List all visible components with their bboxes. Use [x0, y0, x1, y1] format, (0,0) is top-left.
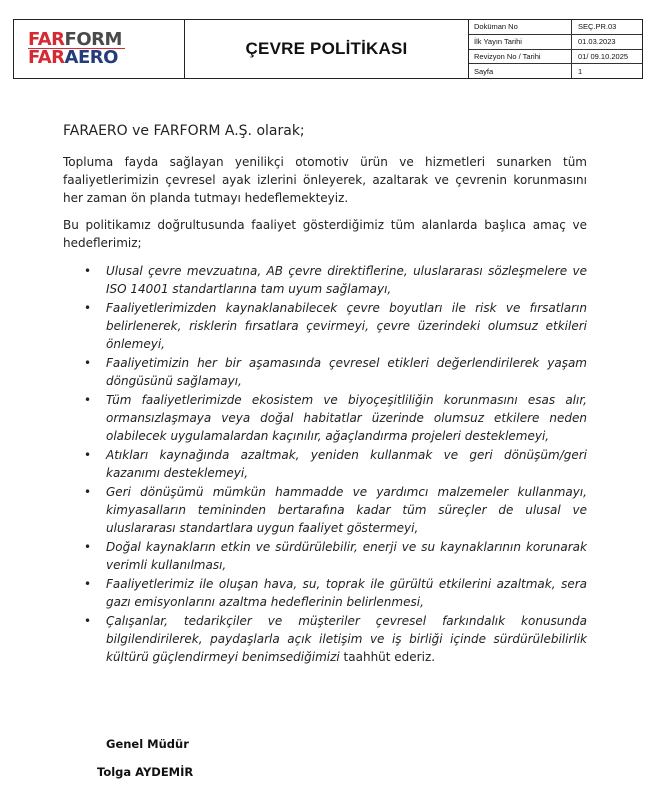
- goals-list: [63, 262, 587, 667]
- logo-line-faraero: FARAERO: [28, 48, 125, 66]
- meta-row-first-issue: [469, 35, 642, 50]
- goal-text: Faaliyetlerimizden kaynaklanabilecek çevre boyutları ile risk ve fırsatların belirlenerek, risklerin fırsatlara çevirmeyi, çevre üzerindeki olumsuz etkileri önlemeyi,: [106, 301, 587, 351]
- goal-text: Tüm faaliyetlerimizde ekosistem ve biyoçeşitliliğin korunmasını esas alır, ormansızlaşmaya veya doğal habitatlar üzerinde olumsuz etkilere neden olabilecek uygulamalardan kaçınılır, ağaçlandırma projeleri desteklemeyi,: [106, 393, 587, 443]
- meta-value: 01/ 09.10.2025: [578, 51, 629, 61]
- meta-label: Revizyon No / Tarihi: [469, 50, 572, 64]
- intro-line: FARAERO ve FARFORM A.Ş. olarak;: [63, 123, 305, 139]
- bullet-icon: •: [84, 393, 92, 407]
- bullet-icon: •: [84, 356, 92, 370]
- meta-value: SEÇ.PR.03: [578, 22, 617, 32]
- meta-row-doc-no: [469, 20, 642, 35]
- commitment-text: taahhüt ederiz.: [339, 650, 436, 664]
- list-item: [63, 483, 587, 537]
- document-meta-table: [469, 20, 642, 78]
- bullet-icon: •: [84, 301, 92, 315]
- list-item: [63, 446, 587, 482]
- bullet-icon: •: [84, 540, 92, 554]
- bullet-icon: •: [84, 264, 92, 278]
- company-logo: [28, 31, 125, 66]
- meta-value: 01.03.2023: [578, 37, 616, 47]
- bullet-icon: •: [84, 485, 92, 499]
- paragraph-mission: Topluma fayda sağlayan yenilikçi otomotiv ürün ve hizmetleri sunarken tüm faaliyetlerimizin çevresel ayak izlerini önleyerek, azaltarak ve çevrenin korunmasını her zaman ön planda tutmayı hedeflemekteyiz.: [63, 155, 587, 205]
- list-item: [63, 538, 587, 574]
- list-item: [63, 575, 587, 611]
- goal-text: Ulusal çevre mevzuatına, AB çevre direktiflerine, uluslararası sözleşmelere ve ISO 14001 standartlarına tam uyum sağlamayı,: [106, 264, 587, 296]
- goal-text: Çalışanlar, tedarikçiler ve müşteriler çevresel farkındalık konusunda bilgilendirilerek, paydaşlarla açık iletişim ve iş birliği içinde sürdürülebilirlik kültürü güçlendirmeyi benimsediğimizi: [106, 614, 587, 664]
- meta-row-revision: [469, 50, 642, 65]
- logo-cell: [14, 20, 185, 78]
- document-header: [13, 19, 643, 79]
- goal-text: Atıkları kaynağında azaltmak, yeniden kullanmak ve geri dönüşüm/geri kazanımı desteklemeyi,: [106, 448, 587, 480]
- list-item: [63, 262, 587, 298]
- paragraph-goals-intro: Bu politikamız doğrultusunda faaliyet gösterdiğimiz tüm alanlarda başlıca amaç ve hedeflerimiz;: [63, 218, 587, 250]
- goal-text: Faaliyetimizin her bir aşamasında çevresel etikleri değerlendirilerek yaşam döngüsünü sağlamayı,: [106, 356, 587, 388]
- list-item: [63, 391, 587, 445]
- signatory-title: Genel Müdür: [106, 737, 189, 751]
- meta-value: 1: [578, 66, 583, 76]
- logo-line-farform: FARFORM: [28, 29, 122, 50]
- goal-text: Doğal kaynakların etkin ve sürdürülebilir, enerji ve su kaynaklarının korunarak verimli kullanılması,: [106, 540, 587, 572]
- signatory-name: Tolga AYDEMİR: [97, 765, 194, 779]
- document-title: ÇEVRE POLİTİKASI: [245, 39, 408, 58]
- meta-label: Sayfa: [469, 64, 572, 78]
- goal-text: Geri dönüşümü mümkün hammadde ve yardımcı malzemeler kullanmayı, kimyasalların temininden bertarafına kadar tüm süreçler de ulusal ve uluslararası standartlara uygun faaliyet göstermeyi,: [106, 485, 587, 535]
- bullet-icon: •: [84, 448, 92, 462]
- list-item: [63, 299, 587, 353]
- meta-row-page: [469, 64, 642, 78]
- list-item: [63, 612, 587, 666]
- goal-text: Faaliyetlerimiz ile oluşan hava, su, toprak ile gürültü etkilerini azaltmak, sera gazı emisyonlarını azaltma hedeflerinin belirlenmesi,: [106, 577, 587, 609]
- meta-label: Doküman No: [469, 20, 572, 34]
- meta-label: İlk Yayın Tarihi: [469, 35, 572, 49]
- bullet-icon: •: [84, 614, 92, 628]
- list-item: [63, 354, 587, 390]
- bullet-icon: •: [84, 577, 92, 591]
- title-cell: [185, 20, 469, 78]
